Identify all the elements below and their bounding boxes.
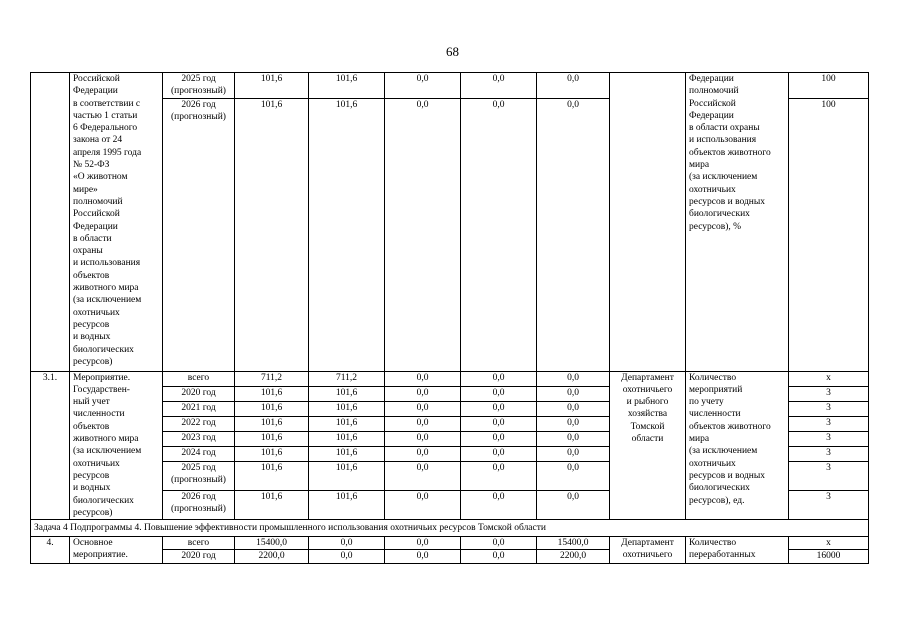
indicator-value-cell: x: [789, 537, 869, 550]
extrabudget-amount-cell: 0,0: [537, 491, 610, 520]
total-amount-cell: 101,6: [235, 73, 309, 99]
year-cell: 2021 год: [163, 401, 235, 416]
regional-amount-cell: 0,0: [385, 446, 461, 461]
federal-amount-cell: 101,6: [309, 401, 385, 416]
local-amount-cell: 0,0: [461, 431, 537, 446]
federal-amount-cell: 0,0: [309, 537, 385, 550]
local-amount-cell: 0,0: [461, 446, 537, 461]
regional-amount-cell: 0,0: [385, 537, 461, 550]
total-amount-cell: 101,6: [235, 491, 309, 520]
extrabudget-amount-cell: 0,0: [537, 401, 610, 416]
indicator-value-cell: 3: [789, 416, 869, 431]
federal-amount-cell: 101,6: [309, 431, 385, 446]
executor-cell: Департамент охотничьего и рыбного хозяйства Томской области: [610, 371, 686, 520]
indicator-name-cell: Количество переработанных: [686, 537, 789, 564]
regional-amount-cell: 0,0: [385, 386, 461, 401]
local-amount-cell: 0,0: [461, 416, 537, 431]
total-amount-cell: 101,6: [235, 401, 309, 416]
federal-amount-cell: 101,6: [309, 416, 385, 431]
table-row: [31, 537, 869, 550]
extrabudget-amount-cell: 0,0: [537, 98, 610, 371]
indicator-name-cell: Федерации полномочий Российской Федерации в области охраны и использования объектов животного мира (за исключением охотничьих ресурсов и водных биологических ресурсов), %: [686, 73, 789, 372]
extrabudget-amount-cell: 0,0: [537, 386, 610, 401]
number-cell: 3.1.: [31, 371, 70, 520]
total-amount-cell: 101,6: [235, 386, 309, 401]
extrabudget-amount-cell: 0,0: [537, 431, 610, 446]
extrabudget-amount-cell: 0,0: [537, 416, 610, 431]
extrabudget-amount-cell: 0,0: [537, 446, 610, 461]
regional-amount-cell: 0,0: [385, 416, 461, 431]
local-amount-cell: 0,0: [461, 73, 537, 99]
year-cell: 2023 год: [163, 431, 235, 446]
regional-amount-cell: 0,0: [385, 431, 461, 446]
federal-amount-cell: 101,6: [309, 386, 385, 401]
indicator-value-cell: 100: [789, 98, 869, 371]
federal-amount-cell: 711,2: [309, 371, 385, 386]
local-amount-cell: 0,0: [461, 550, 537, 563]
total-amount-cell: 2200,0: [235, 550, 309, 563]
page-number: 68: [446, 44, 459, 59]
indicator-value-cell: x: [789, 371, 869, 386]
regional-amount-cell: 0,0: [385, 491, 461, 520]
regional-amount-cell: 0,0: [385, 550, 461, 563]
local-amount-cell: 0,0: [461, 98, 537, 371]
year-cell: 2024 год: [163, 446, 235, 461]
total-amount-cell: 101,6: [235, 446, 309, 461]
federal-amount-cell: 101,6: [309, 73, 385, 99]
number-cell: 4.: [31, 537, 70, 564]
federal-amount-cell: 101,6: [309, 491, 385, 520]
regional-amount-cell: 0,0: [385, 371, 461, 386]
year-cell: 2020 год: [163, 386, 235, 401]
total-amount-cell: 101,6: [235, 431, 309, 446]
table-row: [31, 73, 869, 99]
local-amount-cell: 0,0: [461, 401, 537, 416]
activity-name-cell: Мероприятие. Государствен- ный учет численности объектов животного мира (за исключением охотничьих ресурсов и водных биологических ресурсов): [70, 371, 163, 520]
local-amount-cell: 0,0: [461, 537, 537, 550]
indicator-value-cell: 100: [789, 73, 869, 99]
year-cell: 2025 год (прогнозный): [163, 73, 235, 99]
activity-name-cell: Российской Федерации в соответствии с частью 1 статьи 6 Федерального закона от 24 апреля 1995 года № 52-ФЗ «О животном мире» полномочий Российской Федерации в области охраны и использования объектов животного мира (за исключением охотничьих ресурсов и водных биологических ресурсов): [70, 73, 163, 372]
federal-amount-cell: 101,6: [309, 98, 385, 371]
total-amount-cell: 15400,0: [235, 537, 309, 550]
year-cell: всего: [163, 371, 235, 386]
indicator-value-cell: 16000: [789, 550, 869, 563]
regional-amount-cell: 0,0: [385, 462, 461, 491]
task-row: [31, 520, 869, 537]
federal-amount-cell: 101,6: [309, 446, 385, 461]
federal-amount-cell: 0,0: [309, 550, 385, 563]
indicator-value-cell: 3: [789, 386, 869, 401]
task-heading-cell: Задача 4 Подпрограммы 4. Повышение эффективности промышленного использования охотничьих ресурсов Томской области: [31, 520, 869, 537]
year-cell: 2020 год: [163, 550, 235, 563]
year-cell: 2026 год (прогнозный): [163, 98, 235, 371]
extrabudget-amount-cell: 0,0: [537, 371, 610, 386]
table-row: [31, 371, 869, 386]
number-cell: [31, 73, 70, 372]
regional-amount-cell: 0,0: [385, 98, 461, 371]
year-cell: 2026 год (прогнозный): [163, 491, 235, 520]
regional-amount-cell: 0,0: [385, 401, 461, 416]
local-amount-cell: 0,0: [461, 462, 537, 491]
federal-amount-cell: 101,6: [309, 462, 385, 491]
executor-cell: [610, 73, 686, 372]
total-amount-cell: 711,2: [235, 371, 309, 386]
regional-amount-cell: 0,0: [385, 73, 461, 99]
local-amount-cell: 0,0: [461, 386, 537, 401]
total-amount-cell: 101,6: [235, 416, 309, 431]
extrabudget-amount-cell: 0,0: [537, 462, 610, 491]
indicator-value-cell: 3: [789, 431, 869, 446]
total-amount-cell: 101,6: [235, 98, 309, 371]
executor-cell: Департамент охотничьего: [610, 537, 686, 564]
year-cell: 2022 год: [163, 416, 235, 431]
indicator-value-cell: 3: [789, 401, 869, 416]
extrabudget-amount-cell: 15400,0: [537, 537, 610, 550]
activity-name-cell: Основное мероприятие.: [70, 537, 163, 564]
extrabudget-amount-cell: 2200,0: [537, 550, 610, 563]
indicator-value-cell: 3: [789, 462, 869, 491]
local-amount-cell: 0,0: [461, 491, 537, 520]
program-table: [30, 72, 869, 564]
year-cell: 2025 год (прогнозный): [163, 462, 235, 491]
year-cell: всего: [163, 537, 235, 550]
indicator-name-cell: Количество мероприятий по учету численности объектов животного мира (за исключением охотничьих ресурсов и водных биологических ресурсов), ед.: [686, 371, 789, 520]
local-amount-cell: 0,0: [461, 371, 537, 386]
extrabudget-amount-cell: 0,0: [537, 73, 610, 99]
total-amount-cell: 101,6: [235, 462, 309, 491]
indicator-value-cell: 3: [789, 446, 869, 461]
indicator-value-cell: 3: [789, 491, 869, 520]
